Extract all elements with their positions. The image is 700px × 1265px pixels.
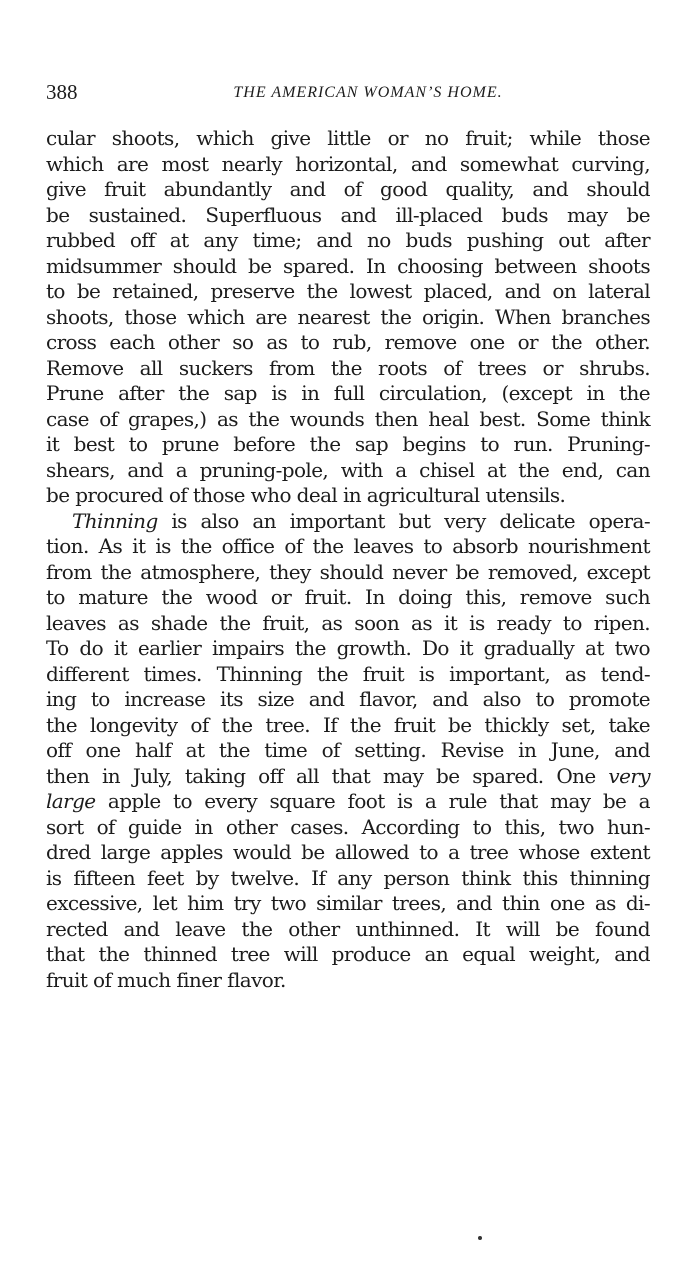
page-number: 388 <box>46 80 78 104</box>
line-fragment: is also an important but very delicate opera- <box>157 508 650 533</box>
body-text <box>46 126 650 993</box>
text-line: give fruit abundantly and of good quality, and should <box>46 177 650 201</box>
text-line: that the thinned tree will produce an equal weight, and <box>46 942 650 966</box>
line-fragment: then in July, taking off all that may be spared. One <box>46 763 609 788</box>
italic-term: very <box>608 763 650 788</box>
text-line: rubbed off at any time; and no buds pushing out after <box>46 228 650 252</box>
text-line <box>46 789 650 815</box>
text-line: fruit of much finer flavor. <box>46 967 286 992</box>
text-line: ing to increase its size and flavor, and also to promote <box>46 687 650 711</box>
italic-term: large <box>46 789 96 813</box>
text-line: shoots, those which are nearest the origin. When branches <box>46 304 650 329</box>
text-line: case of grapes,) as the wounds then heal best. Some think <box>46 406 650 431</box>
text-line: to be retained, preserve the lowest placed, and on lateral <box>46 279 650 303</box>
text-line: leaves as shade the fruit, as soon as it is ready to ripen. <box>46 610 650 635</box>
text-line: dred large apples would be allowed to a tree whose extent <box>46 840 650 864</box>
text-line: sort of guide in other cases. According to this, two hun- <box>46 814 650 839</box>
text-line: midsummer should be spared. In choosing between shoots <box>46 253 650 278</box>
text-line: cross each other so as to rub, remove one or the other. <box>46 330 650 354</box>
paragraph-first-line <box>46 509 650 535</box>
text-line <box>46 764 650 790</box>
text-line: be procured of those who deal in agricultural utensils. <box>46 483 566 507</box>
text-line: to mature the wood or fruit. In doing this, remove such <box>46 585 650 609</box>
text-line: off one half at the time of setting. Revise in June, and <box>46 738 650 762</box>
line-fragment: apple to every square foot is a rule that may be a <box>95 789 650 813</box>
text-line: Remove all suckers from the roots of trees or shrubs. <box>46 355 650 380</box>
text-line: which are most nearly horizontal, and somewhat curving, <box>46 151 650 176</box>
text-line: different times. Thinning the fruit is important, as tend- <box>46 661 650 686</box>
running-title: THE AMERICAN WOMAN’S HOME. <box>233 84 503 101</box>
text-line: it best to prune before the sap begins to run. Pruning- <box>46 432 650 456</box>
italic-term: Thinning <box>72 508 158 533</box>
text-line: To do it earlier impairs the growth. Do it gradually at two <box>46 636 650 660</box>
text-line: excessive, let him try two similar trees, and thin one as di- <box>46 891 650 915</box>
stray-ink-mark <box>478 1236 482 1240</box>
text-line: Prune after the sap is in full circulation, (except in the <box>46 381 650 405</box>
text-line: the longevity of the tree. If the fruit be thickly set, take <box>46 712 650 737</box>
text-line: be sustained. Superfluous and ill-placed buds may be <box>46 202 650 227</box>
running-head <box>46 78 650 106</box>
text-line: cular shoots, which give little or no fruit; while those <box>46 126 650 150</box>
text-line: is fifteen feet by twelve. If any person think this thinning <box>46 865 650 890</box>
text-line: tion. As it is the office of the leaves to absorb nourishment <box>46 534 650 558</box>
text-line: rected and leave the other unthinned. It will be found <box>46 916 650 941</box>
text-line: shears, and a pruning-pole, with a chisel at the end, can <box>46 457 650 482</box>
text-line: from the atmosphere, they should never be removed, except <box>46 559 650 584</box>
